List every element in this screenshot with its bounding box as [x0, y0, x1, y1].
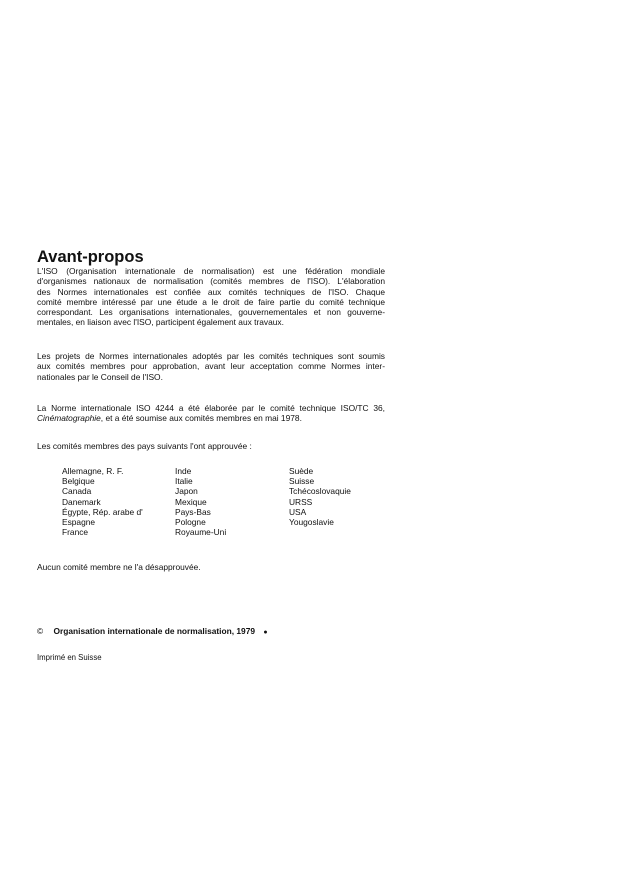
text-line: d'organismes nationaux de normalisation (comités membres de l'ISO). L'élaboration: [37, 276, 385, 287]
page-title: Avant-propos: [37, 248, 144, 266]
country: USA: [289, 506, 307, 517]
text-line: des Normes internationales est confiée aux comités techniques de l'ISO. Chaque: [37, 286, 385, 297]
country: Belgique: [62, 476, 95, 487]
printed-in: Imprimé en Suisse: [37, 653, 102, 662]
copyright-line: [37, 626, 385, 638]
approval-intro: Les comités membres des pays suivants l'ont approuvée :: [37, 441, 252, 451]
paragraph-standard: [37, 403, 385, 424]
disapproval-note: Aucun comité membre ne l'a désapprouvée.: [37, 562, 201, 572]
text-line: [37, 413, 385, 423]
text-line: nationales par le Conseil de l'ISO.: [37, 371, 163, 382]
country: Suède: [289, 466, 314, 476]
country: Inde: [175, 466, 192, 476]
committee-name: Cinématographie: [37, 413, 101, 424]
country: Canada: [62, 486, 92, 497]
text-line: mentales, en liaison avec l'ISO, participent également aux travaux.: [37, 317, 284, 328]
paragraph-intro: [37, 266, 385, 328]
country: Tchécoslovaquie: [289, 486, 351, 497]
country: Suisse: [289, 476, 315, 487]
country-column-3: [289, 466, 351, 527]
country: Mexique: [175, 496, 207, 507]
text-line: L'ISO (Organisation internationale de normalisation) est une fédération mondiale: [37, 266, 385, 276]
country: Pays-Bas: [175, 506, 211, 517]
country: Royaume-Uni: [175, 527, 227, 538]
text-line: La Norme internationale ISO 4244 a été élaborée par le comité technique ISO/TC 36,: [37, 403, 385, 413]
bullet-icon: ●: [263, 629, 268, 636]
country: URSS: [289, 496, 313, 507]
text-line: correspondant. Les organisations internationales, gouvernementales et non gouverne-: [37, 307, 385, 318]
country: Danemark: [62, 496, 101, 507]
country: Espagne: [62, 517, 96, 528]
country: France: [62, 527, 89, 538]
text-line: Les projets de Normes internationales adoptés par les comités techniques sont soumis: [37, 351, 385, 361]
country: Égypte, Rép. arabe d': [62, 506, 143, 517]
copyright-text: Organisation internationale de normalisation, 1979: [53, 626, 256, 636]
copyright-icon: ©: [37, 626, 44, 636]
country: Allemagne, R. F.: [62, 466, 124, 476]
country-column-1: [62, 466, 143, 537]
paragraph-projects: [37, 351, 385, 382]
text-rest: , et a été soumise aux comités membres en mai 1978.: [100, 413, 302, 424]
country: Pologne: [175, 517, 206, 528]
country: Italie: [175, 476, 193, 487]
text-line: aux comités membres pour approbation, avant leur acceptation comme Normes inter-: [37, 361, 385, 372]
country: Yougoslavie: [289, 517, 334, 528]
country-column-2: [175, 466, 226, 537]
country: Japon: [175, 486, 198, 497]
text-line: comité membre intéressé par une étude a le droit de faire partie du comité technique: [37, 296, 385, 307]
